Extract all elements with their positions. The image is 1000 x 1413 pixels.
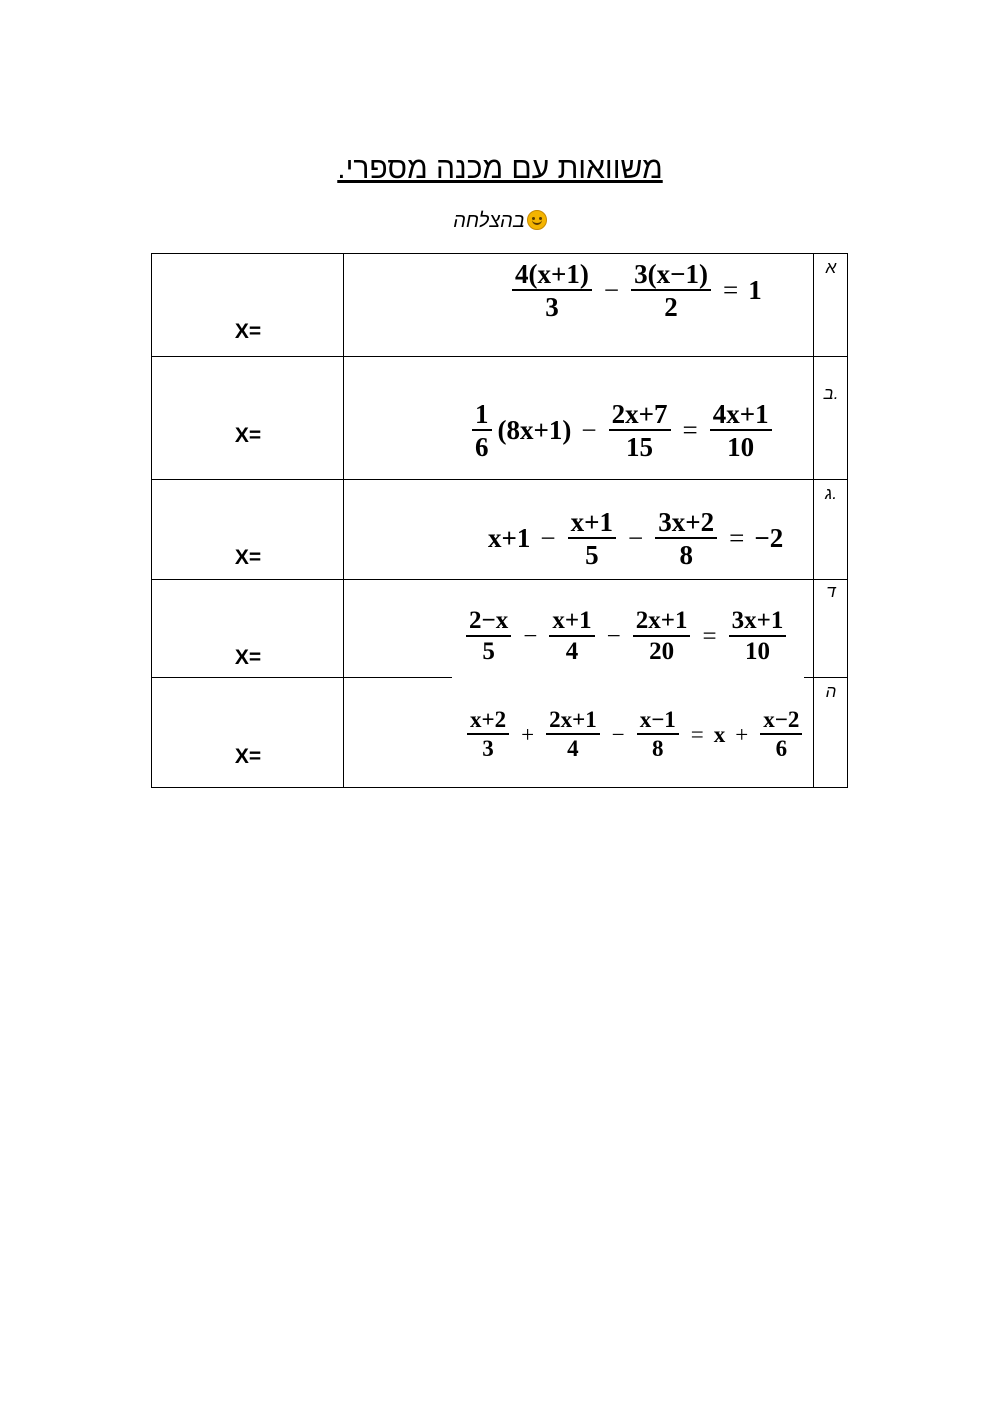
answer-label: X= — [234, 424, 262, 447]
answer-label: X= — [234, 745, 262, 768]
row-divider — [152, 677, 452, 678]
worksheet-title: משוואות עם מכנה מספרי. — [337, 152, 663, 185]
row-letter: ה — [825, 682, 837, 701]
subtitle-text: בהצלחה — [453, 210, 525, 232]
equation-1: $\frac{4(x+1)}{3}$ − $\frac{3(x-1)}{2}$ = 1 — [508, 260, 764, 322]
row-divider — [152, 479, 847, 480]
answer-label: X= — [234, 320, 262, 343]
row-divider — [804, 677, 847, 678]
row-divider — [152, 356, 847, 357]
subtitle — [0, 210, 1000, 233]
equation-3: x+1 − $\frac{x+1}{5}$ − $\frac{3x+2}{8}$ = −2 — [488, 507, 784, 571]
smiley-icon — [527, 210, 547, 230]
row-letter: ג. — [825, 484, 837, 503]
answer-label: X= — [234, 546, 262, 569]
equation-2: $\frac{1}{6}$ (8x+1) − $\frac{2x+7}{15}$ = $\frac{4x+1}{10}$ — [468, 400, 776, 462]
row-divider — [152, 579, 847, 580]
row-letter: א — [825, 258, 837, 277]
answer-label: X= — [234, 646, 262, 669]
equations-table — [151, 253, 848, 788]
column-divider — [813, 254, 814, 787]
row-letter: ד — [826, 582, 836, 601]
row-letter: ב. — [823, 384, 839, 403]
equation-5: $\frac{x+2}{3}$ + $\frac{2x+1}{4}$ − $\frac{x-1}{8}$ = x + $\frac{x-2}{6}$ — [463, 708, 806, 761]
equation-4: $\frac{2-x}{5}$ − $\frac{x+1}{4}$ − $\frac{2x+1}{20}$ = $\frac{3x+1}{10}$ — [462, 608, 790, 666]
